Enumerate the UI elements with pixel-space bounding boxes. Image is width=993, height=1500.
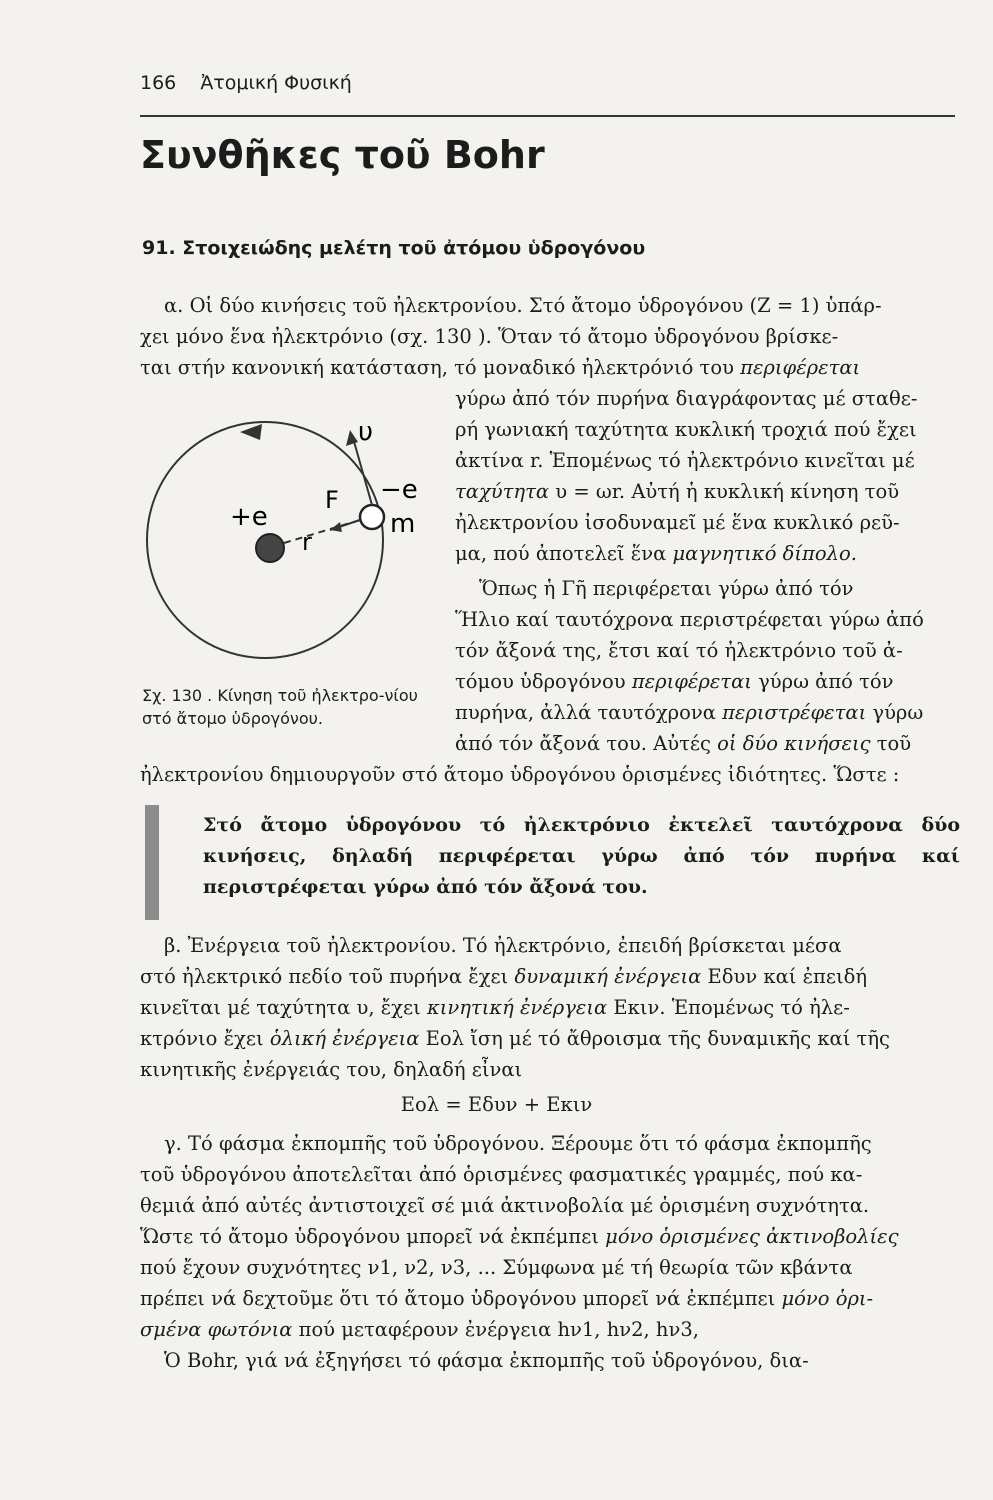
italic-term: περιφέρεται [740, 356, 861, 379]
nucleus [256, 534, 284, 562]
para-beta-1: β. Ἐνέργεια τοῦ ἠλεκτρονίου. Τό ἠλεκτρόνιο, ἐπειδή βρίσκεται μέσα [164, 934, 842, 957]
label-minus-e: −e [380, 475, 418, 505]
para-gamma-4: Ὥστε τό ἄτομο ὑδρογόνου μπορεῖ νά ἐκπέμπει μόνο ὁρισμένες ἀκτινοβολίες [140, 1225, 899, 1248]
para-gamma-7: σμένα φωτόνια πού μεταφέρουν ἐνέργεια hν1, hν2, hν3, [140, 1318, 699, 1341]
label-plus-e: +e [230, 502, 268, 532]
para-a-right-4: ταχύτητα υ = ωr. Αὐτή ἡ κυκλική κίνηση τοῦ [455, 480, 900, 503]
force-arrowhead-icon [330, 522, 342, 532]
energy-equation: Eολ = Eδυν + Eκιν [400, 1093, 593, 1116]
header-rule [140, 115, 955, 117]
running-header [140, 72, 352, 94]
page-number: 166 [140, 72, 177, 94]
figure-caption: Σχ. 130 . Κίνηση τοῦ ἠλεκτρο-νίου στό ἄτομο ὑδρογόνου. [142, 686, 418, 728]
para-beta-4: κτρόνιο ἔχει ὁλική ἐνέργεια Eολ ἴση μέ τό ἄθροισμα τῆς δυναμικῆς καί τῆς [140, 1027, 890, 1050]
para-b-right-2: Ἥλιο καί ταυτόχρονα περιστρέφεται γύρω ἀπό [455, 608, 924, 631]
para-beta-5: κινητικῆς ἐνέργειάς του, δηλαδή εἶναι [140, 1058, 523, 1081]
para-b-right-5: πυρήνα, ἀλλά ταυτόχρονα περιστρέφεται γύρω [455, 701, 924, 724]
para-gamma-6: πρέπει νά δεχτοῦμε ὅτι τό ἄτομο ὑδρογόνου μπορεῖ νά ἐκπέμπει μόνο ὁρι- [140, 1287, 874, 1310]
boxed-statement-text: Στό ἄτομο ὑδρογόνου τό ἠλεκτρόνιο ἐκτελεῖ ταυτόχρονα δύο κινήσεις, δηλαδή περιφέρεται γύρω ἀπό τόν πυρήνα καί περιστρέφεται γύρω ἀπό τόν ἄξονά του. [203, 814, 960, 898]
para-gamma-1: γ. Τό φάσμα ἐκπομπῆς τοῦ ὑδρογόνου. Ξέρουμε ὅτι τό φάσμα ἐκπομπῆς [164, 1132, 872, 1155]
para-a-right-6: μα, πού ἀποτελεῖ ἕνα μαγνητικό δίπολο. [455, 542, 857, 565]
electron [360, 505, 384, 529]
para-a-line-3: ται στήν κανονική κατάσταση, τό μοναδικό ἠλεκτρόνιό του περιφέρεται [140, 356, 861, 379]
para-b-right-6: ἀπό τόν ἄξονά του. Αὐτές οἱ δύο κινήσεις τοῦ [455, 732, 912, 755]
para-beta-3: κινεῖται μέ ταχύτητα υ, ἔχει κινητική ἐνέργεια Eκιν. Ἑπομένως τό ἠλε- [140, 996, 850, 1019]
box-marker-bar [145, 805, 159, 920]
label-F: F [325, 486, 339, 514]
label-m: m [390, 509, 416, 539]
chapter-title: Συνθῆκες τοῦ Bohr [140, 133, 545, 177]
para-b-right-3: τόν ἄξονά της, ἔτσι καί τό ἠλεκτρόνιο τοῦ ἀ- [455, 639, 903, 662]
velocity-arrow [353, 438, 372, 505]
velocity-arrowhead-icon [346, 430, 358, 446]
para-a-line-2: χει μόνο ἕνα ἠλεκτρόνιο (σχ. 130 ). Ὅταν τό ἄτομο ὑδρογόνου βρίσκε- [140, 325, 839, 348]
para-gamma-8: Ὁ Bohr, γιά νά ἐξηγήσει τό φάσμα ἐκπομπῆς τοῦ ὑδρογόνου, δια- [164, 1349, 809, 1372]
para-a-right-1: γύρω ἀπό τόν πυρήνα διαγράφοντας μέ σταθε- [455, 387, 918, 410]
para-a-right-2: ρή γωνιακή ταχύτητα κυκλική τροχιά πού ἔχει [455, 418, 917, 441]
para-gamma-5: πού ἔχουν συχνότητες ν1, ν2, ν3, ... Σύμφωνα μέ τή θεωρία τῶν κβάντα [140, 1256, 853, 1279]
para-a-right-3: ἀκτίνα r. Ἑπομένως τό ἠλεκτρόνιο κινεῖται μέ [455, 449, 915, 472]
para-beta-2: στό ἠλεκτρικό πεδίο τοῦ πυρήνα ἔχει δυναμική ἐνέργεια Eδυν καί ἐπειδή [140, 965, 868, 988]
para-gamma-2: τοῦ ὑδρογόνου ἀποτελεῖται ἀπό ὁρισμένες φασματικές γραμμές, πού κα- [140, 1163, 863, 1186]
para-b-full: ἠλεκτρονίου δημιουργοῦν στό ἄτομο ὑδρογόνου ὁρισμένες ἰδιότητες. Ὥστε : [140, 763, 900, 786]
para-a-right-5: ἠλεκτρονίου ἰσοδυναμεῖ μέ ἕνα κυκλικό ρεῦ- [455, 511, 900, 534]
running-title: Ἀτομική Φυσική [200, 72, 352, 94]
label-r: r [302, 528, 312, 556]
orbit-arrow-icon [240, 424, 262, 440]
para-gamma-3: θεμιά ἀπό αὐτές ἀντιστοιχεῖ σέ μιά ἀκτινοβολία μέ ὁρισμένη συχνότητα. [140, 1194, 870, 1217]
boxed-statement [145, 805, 960, 920]
para-b-right-4: τόμου ὑδρογόνου περιφέρεται γύρω ἀπό τόν [455, 670, 894, 693]
atom-diagram [140, 410, 440, 680]
section-title: 91. Στοιχειώδης μελέτη τοῦ ἀτόμου ὑδρογόνου [142, 237, 646, 259]
label-v: υ [358, 417, 374, 447]
para-a-line-1: α. Οἱ δύο κινήσεις τοῦ ἠλεκτρονίου. Στό ἄτομο ὑδρογόνου (Z = 1) ὑπάρ- [164, 294, 882, 317]
para-b-right-1: Ὅπως ἡ Γῆ περιφέρεται γύρω ἀπό τόν [479, 577, 854, 600]
